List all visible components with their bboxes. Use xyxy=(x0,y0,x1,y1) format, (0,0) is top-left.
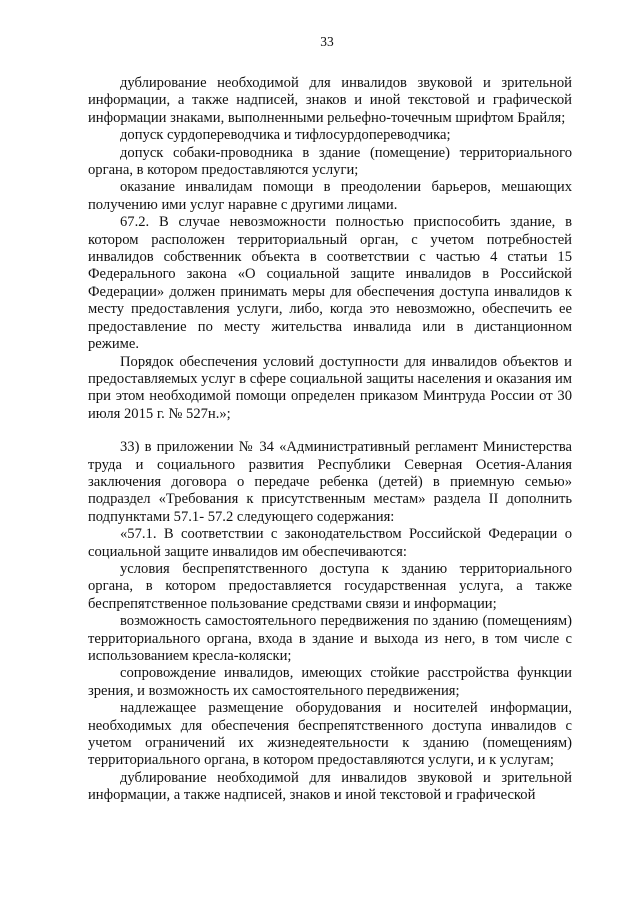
paragraph: «57.1. В соответствии с законодательством Российской Федерации о социальной защите инвалидов им обеспечиваются: xyxy=(88,526,572,560)
section-gap xyxy=(88,423,572,439)
paragraph: 33) в приложении № 34 «Административный регламент Министерства труда и социального развития Республики Северная Осетия-Алания заключения договора о передаче ребенка (детей) в приемную семью» подраздел «Требования к присутственным местам» раздела II дополнить подпунктами 57.1- 57.2 следующего содержания: xyxy=(88,439,572,525)
page-number: 33 xyxy=(320,34,334,49)
paragraph: допуск собаки-проводника в здание (помещение) территориального органа, в котором предоставляются услуги; xyxy=(88,144,572,179)
paragraph: дублирование необходимой для инвалидов звуковой и зрительной информации, а также надписей, знаков и иной текстовой и графической информации знаками, выполненными рельефно-точечным шрифтом Брайля; xyxy=(88,75,572,126)
paragraph: 67.2. В случае невозможности полностью приспособить здание, в котором расположен территориальный орган, с учетом потребностей инвалидов собственник объекта в соответствии с частью 4 статьи 15 Федерального закона «О социальной защите инвалидов в Российской Федерации» должен принимать меры для обеспечения доступа инвалидов к месту предоставления услуги, либо, когда это невозможно, обеспечить ее предоставление по месту жительства инвалида или в дистанционном режиме. xyxy=(88,214,572,353)
paragraph: надлежащее размещение оборудования и носителей информации, необходимых для обеспечения беспрепятственного доступа инвалидов с учетом ограничений их жизнедеятельности к зданию (помещениям) территориального органа, в котором предоставляются услуги, и к услугам; xyxy=(88,700,572,769)
section-appendix-34 xyxy=(88,439,572,805)
section-accessibility-end xyxy=(88,75,572,423)
paragraph: оказание инвалидам помощи в преодолении барьеров, мешающих получению ими услуг наравне с другими лицами. xyxy=(88,179,572,213)
paragraph: дублирование необходимой для инвалидов звуковой и зрительной информации, а также надписей, знаков и иной текстовой и графической xyxy=(88,769,572,804)
paragraph: Порядок обеспечения условий доступности для инвалидов объектов и предоставляемых услуг в сфере социальной защиты населения и оказания им при этом необходимой помощи определен приказом Минтруда России от 30 июля 2015 г. № 527н.»; xyxy=(88,353,572,422)
paragraph: возможность самостоятельного передвижения по зданию (помещениям) территориального органа, входа в здание и выхода из него, в том числе с использованием кресла-коляски; xyxy=(88,613,572,664)
paragraph: допуск сурдопереводчика и тифлосурдопереводчика; xyxy=(120,127,451,144)
paragraph: сопровождение инвалидов, имеющих стойкие расстройства функции зрения, и возможность их самостоятельного передвижения; xyxy=(88,665,572,699)
paragraph: условия беспрепятственного доступа к зданию территориального органа, в котором предоставляется государственная услуга, а также беспрепятственное пользование средствами связи и информации; xyxy=(88,560,572,612)
